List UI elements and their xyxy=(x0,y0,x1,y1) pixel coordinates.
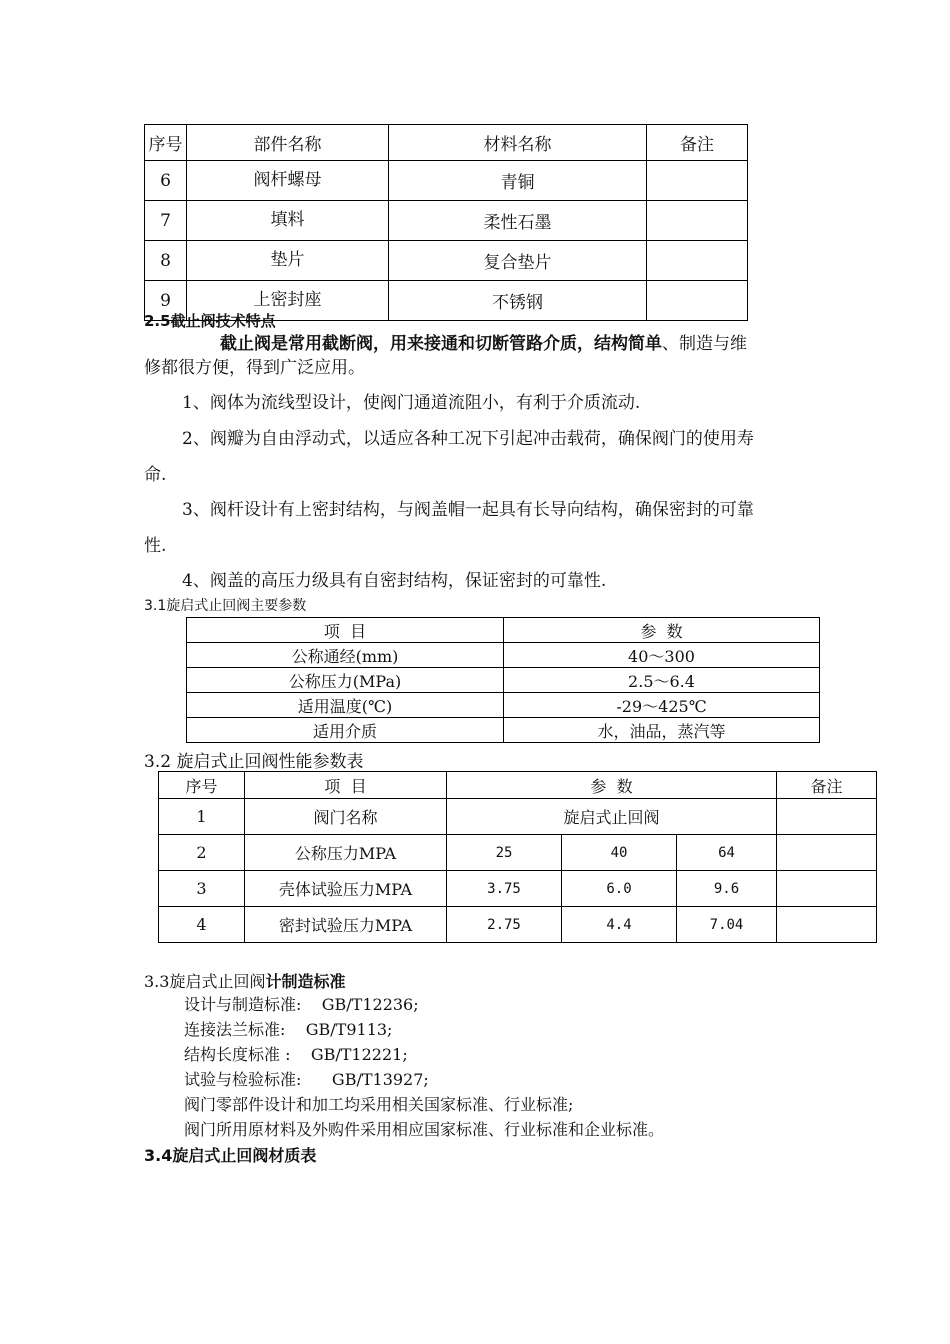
table-cell: -29～425℃ xyxy=(504,693,820,718)
table-cell xyxy=(777,907,877,943)
table-cell: 柔性石墨 xyxy=(389,201,647,241)
table-header-row xyxy=(145,125,748,161)
table-cell: 7 xyxy=(145,201,187,241)
table-cell: 6.0 xyxy=(562,871,677,907)
table-cell: 4.4 xyxy=(562,907,677,943)
heading-bold-text: 计制造标准 xyxy=(265,972,346,991)
table-row xyxy=(187,643,820,668)
table-cell xyxy=(777,871,877,907)
standard-line-1: 设计与制造标准: GB/T12236; xyxy=(184,995,419,1014)
table-cell: 2.75 xyxy=(447,907,562,943)
feature-item-2-cont: 命. xyxy=(144,465,167,485)
section-heading-3-1: 3.1旋启式止回阀主要参数 xyxy=(144,598,307,614)
header-cell: 参 数 xyxy=(504,618,820,643)
header-cell: 参 数 xyxy=(447,772,777,799)
table-row xyxy=(187,718,820,743)
table-row xyxy=(159,799,877,835)
table-row xyxy=(187,668,820,693)
table-cell: 水，油品，蒸汽等 xyxy=(504,718,820,743)
table-cell: 6 xyxy=(145,161,187,201)
standard-line-3: 结构长度标准 : GB/T12221; xyxy=(184,1045,408,1064)
table-cell: 复合垫片 xyxy=(389,241,647,281)
table-cell: 公称压力MPA xyxy=(245,835,447,871)
header-cell: 项 目 xyxy=(245,772,447,799)
standard-line-4: 试验与检验标准: GB/T13927; xyxy=(184,1070,429,1089)
table-cell: 9 xyxy=(145,281,187,321)
table-cell: 适用介质 xyxy=(187,718,504,743)
header-cell: 项 目 xyxy=(187,618,504,643)
intro-text: 、制造与维 xyxy=(662,334,747,354)
table-cell: 阀门名称 xyxy=(245,799,447,835)
header-cell: 材料名称 xyxy=(389,125,647,161)
section-heading-3-2: 3.2 旋启式止回阀性能参数表 xyxy=(144,752,364,772)
table-header-row xyxy=(187,618,820,643)
table-cell: 2 xyxy=(159,835,245,871)
table-cell xyxy=(647,241,748,281)
standard-line-2: 连接法兰标准: GB/T9113; xyxy=(184,1020,393,1039)
feature-item-1: 1、阀体为流线型设计，使阀门通道流阻小，有利于介质流动. xyxy=(182,393,641,413)
table-cell: 40～300 xyxy=(504,643,820,668)
table-cell: 适用温度(℃) xyxy=(187,693,504,718)
table-cell: 阀杆螺母 xyxy=(187,161,389,201)
table-cell: 青铜 xyxy=(389,161,647,201)
header-cell: 备注 xyxy=(777,772,877,799)
table-row xyxy=(187,693,820,718)
table-cell xyxy=(647,201,748,241)
table-cell: 不锈钢 xyxy=(389,281,647,321)
header-cell: 序号 xyxy=(159,772,245,799)
table-cell: 1 xyxy=(159,799,245,835)
table-cell: 8 xyxy=(145,241,187,281)
feature-item-3-cont: 性. xyxy=(144,536,167,556)
intro-bold-text: 截止阀是常用截断阀，用来接通和切断管路介质，结构简单 xyxy=(220,334,662,354)
header-cell: 序号 xyxy=(145,125,187,161)
header-cell: 备注 xyxy=(647,125,748,161)
table-cell xyxy=(647,161,748,201)
table-row xyxy=(145,241,748,281)
section-heading-3-3 xyxy=(144,969,345,992)
table-row xyxy=(145,201,748,241)
feature-item-3: 3、阀杆设计有上密封结构，与阀盖帽一起具有长导向结构，确保密封的可靠 xyxy=(182,500,754,520)
table-cell: 25 xyxy=(447,835,562,871)
table-row xyxy=(159,871,877,907)
intro-line-2: 修都很方便，得到广泛应用。 xyxy=(144,358,365,378)
table-cell: 公称通经(mm) xyxy=(187,643,504,668)
table-cell xyxy=(777,835,877,871)
standard-line-6: 阀门所用原材料及外购件采用相应国家标准、行业标准和企业标准。 xyxy=(184,1120,665,1139)
table-cell: 40 xyxy=(562,835,677,871)
heading-plain-text: 3.3旋启式止回阀 xyxy=(144,972,266,991)
table-cell: 壳体试验压力MPA xyxy=(245,871,447,907)
table-cell: 4 xyxy=(159,907,245,943)
table-cell xyxy=(777,799,877,835)
table-cell: 3 xyxy=(159,871,245,907)
main-params-table xyxy=(186,617,820,743)
performance-table xyxy=(158,771,877,943)
feature-item-2: 2、阀瓣为自由浮动式，以适应各种工况下引起冲击载荷，确保阀门的使用寿 xyxy=(182,429,754,449)
table-cell: 公称压力(MPa) xyxy=(187,668,504,693)
standard-line-5: 阀门零部件设计和加工均采用相关国家标准、行业标准; xyxy=(184,1095,574,1114)
table-cell: 旋启式止回阀 xyxy=(447,799,777,835)
table-row xyxy=(159,907,877,943)
section-heading-2-5: 2.5截止阀技术特点 xyxy=(144,312,276,330)
section-heading-3-4: 3.4旋启式止回阀材质表 xyxy=(144,1146,317,1165)
parts-table xyxy=(144,124,748,321)
table-cell: 垫片 xyxy=(187,241,389,281)
table-cell: 上密封座 xyxy=(187,281,389,321)
table-header-row xyxy=(159,772,877,799)
table-cell: 3.75 xyxy=(447,871,562,907)
table-row xyxy=(159,835,877,871)
feature-item-4: 4、阀盖的高压力级具有自密封结构，保证密封的可靠性. xyxy=(182,571,607,591)
table-cell: 9.6 xyxy=(677,871,777,907)
table-cell: 填料 xyxy=(187,201,389,241)
table-row xyxy=(145,161,748,201)
table-cell: 7.04 xyxy=(677,907,777,943)
table-cell: 密封试验压力MPA xyxy=(245,907,447,943)
table-cell xyxy=(647,281,748,321)
table-cell: 2.5～6.4 xyxy=(504,668,820,693)
table-cell: 64 xyxy=(677,835,777,871)
header-cell: 部件名称 xyxy=(187,125,389,161)
